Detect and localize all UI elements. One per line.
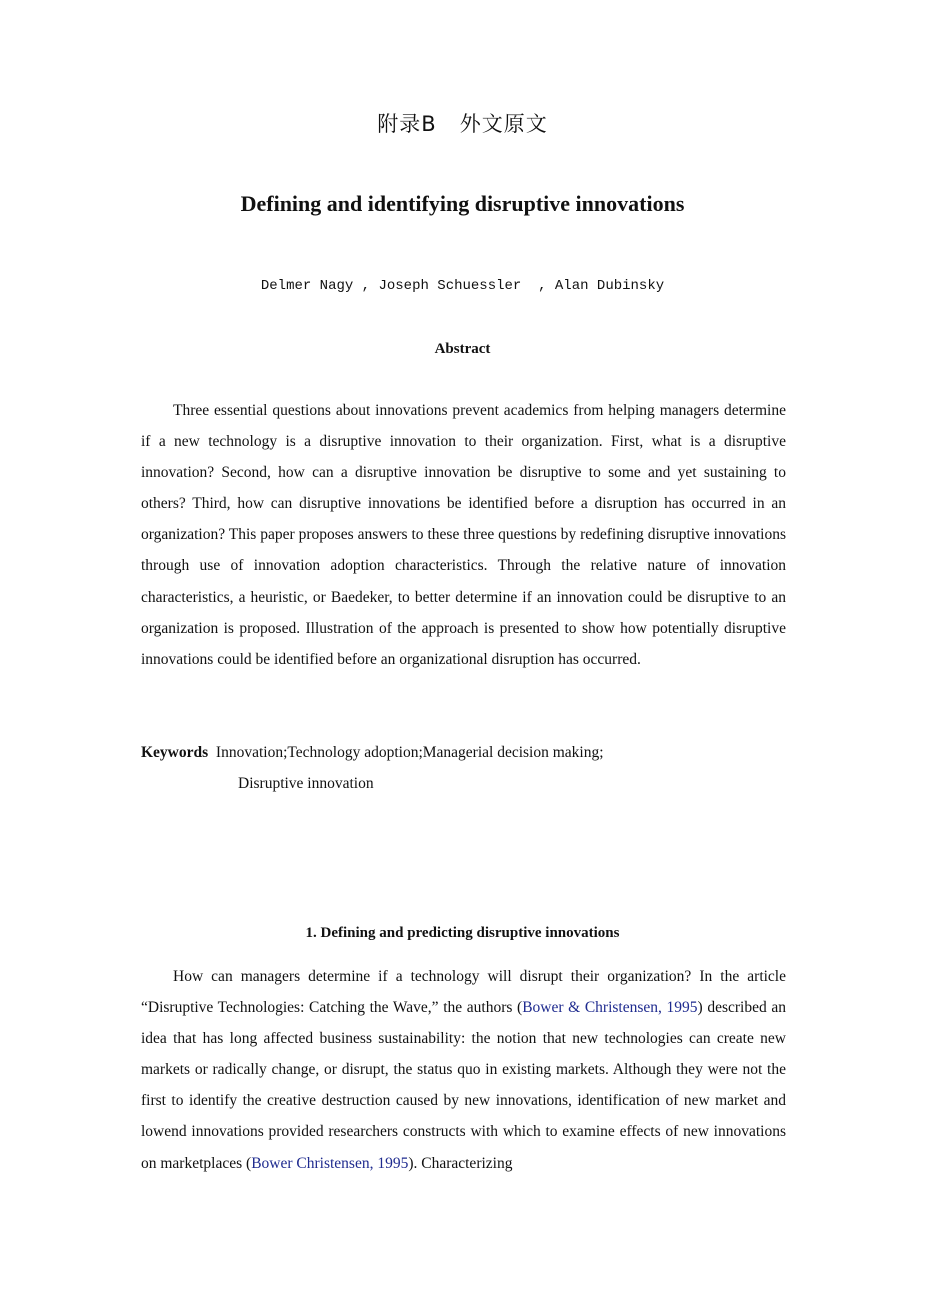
abstract-body: Three essential questions about innovations prevent academics from helping managers determine if a new technology is a disruptive innovation to their organization. First, what is a disruptive innovation? Second, how can a disruptive innovation be disruptive to some and yet sustaining to others? Third, how can disruptive innovations be identified before a disruption has occurred in an organization? This paper proposes answers to these three questions by redefining disruptive innovations through use of innovation adoption characteristics. Through the relative nature of innovation characteristics, a heuristic, or Baedeker, to better determine if an innovation could be disruptive to an organization is proposed. Illustration of the approach is presented to show how potentially disruptive innovations could be identified before an organizational disruption has occurred. (141, 402, 786, 668)
author-list: Delmer Nagy , Joseph Schuessler , Alan Dubinsky (260, 278, 665, 294)
section-1-text-part-1: How can managers determine if a technology will disrupt their organization? In the article “Disruptive Technologies: Catching the Wave,” the authors ( (141, 968, 786, 1017)
abstract-heading: Abstract (434, 341, 491, 357)
citation-link-2[interactable]: Bower Christensen, 1995 (251, 1154, 409, 1172)
citation-link-1[interactable]: Bower & Christensen, 1995 (522, 999, 698, 1017)
section-1-text-part-3: ). Characterizing (408, 1154, 513, 1172)
section-1-body (141, 961, 786, 1179)
keywords-label: Keywords (141, 744, 209, 761)
keywords-line-2: Disruptive innovation (238, 775, 374, 793)
appendix-title: 附录B 外文原文 (377, 112, 548, 136)
section-1-heading: 1. Defining and predicting disruptive innovations (305, 925, 620, 941)
paper-title: Defining and identifying disruptive innovations (240, 191, 685, 216)
keywords-block (141, 737, 786, 799)
keywords-line-1: Innovation;Technology adoption;Managerial decision making; (215, 744, 604, 761)
section-1-text-part-2: ) described an idea that has long affected business sustainability: the notion that new technologies can create new markets or radically change, or disrupt, the status quo in existing markets. Although they were not the first to identify the creative destruction caused by new innovations, identification of new market and lowend innovations provided researchers constructs with which to examine effects of new innovations on marketplaces ( (141, 999, 786, 1172)
